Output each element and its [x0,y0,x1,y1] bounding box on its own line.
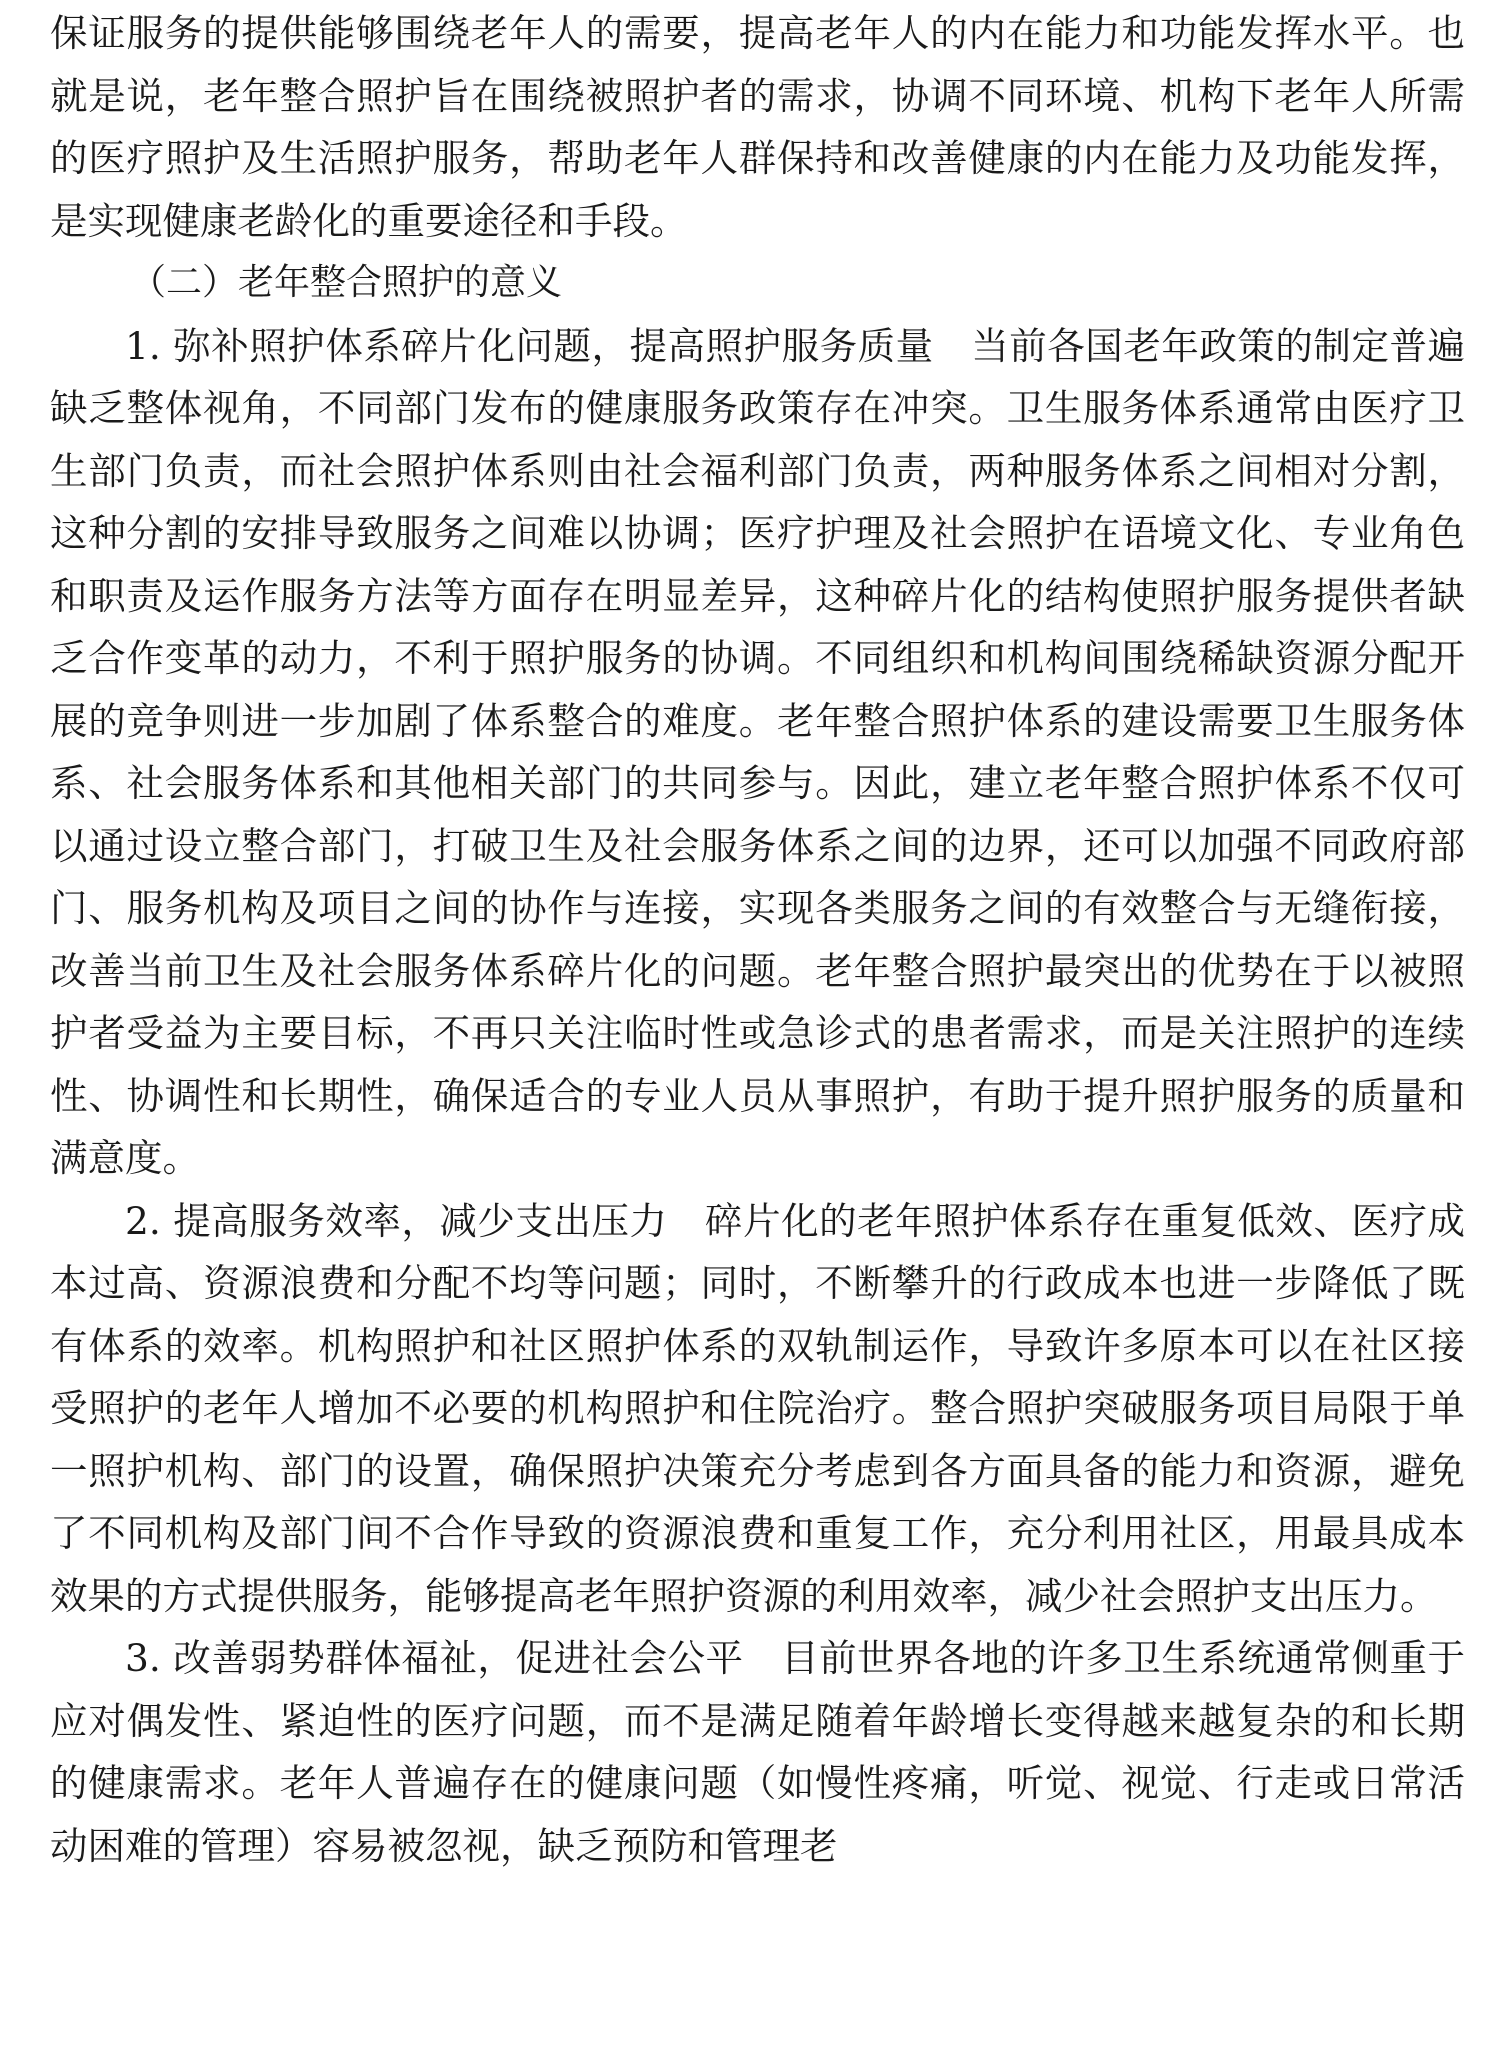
document-page [50,2,1465,1877]
paragraph-intro: 保证服务的提供能够围绕老年人的需要，提高老年人的内在能力和功能发挥水平。也就是说，老年整合照护旨在围绕被照护者的需求，协调不同环境、机构下老年人所需的医疗照护及生活照护服务，帮助老年人群保持和改善健康的内在能力及功能发挥，是实现健康老龄化的重要途径和手段。 [50,11,1465,243]
item-2-body: 碎片化的老年照护体系存在重复低效、医疗成本过高、资源浪费和分配不均等问题；同时，不断攀升的行政成本也进一步降低了既有体系的效率。机构照护和社区照护体系的双轨制运作，导致许多原本可以在社区接受照护的老年人增加不必要的机构照护和住院治疗。整合照护突破服务项目局限于单一照护机构、部门的设置，确保照护决策充分考虑到各方面具备的能力和资源，避免了不同机构及部门间不合作导致的资源浪费和重复工作，充分利用社区，用最具成本效果的方式提供服务，能够提高老年照护资源的利用效率，减少社会照护支出压力。 [50,1198,1466,1618]
item-2-lead: 2. 提高服务效率，减少支出压力 [125,1198,668,1243]
section-heading: （二）老年整合照护的意义 [130,262,563,303]
item-1-body: 当前各国老年政策的制定普遍缺乏整体视角，不同部门发布的健康服务政策存在冲突。卫生服务体系通常由医疗卫生部门负责，而社会照护体系则由社会福利部门负责，两种服务体系之间相对分割，这种分割的安排导致服务之间难以协调；医疗护理及社会照护在语境文化、专业角色和职责及运作服务方法等方面存在明显差异，这种碎片化的结构使照护服务提供者缺乏合作变革的动力，不利于照护服务的协调。不同组织和机构间围绕稀缺资源分配开展的竞争则进一步加剧了体系整合的难度。老年整合照护体系的建设需要卫生服务体系、社会服务体系和其他相关部门的共同参与。因此，建立老年整合照护体系不仅可以通过设立整合部门，打破卫生及社会服务体系之间的边界，还可以加强不同政府部门、服务机构及项目之间的协作与连接，实现各类服务之间的有效整合与无缝衔接，改善当前卫生及社会服务体系碎片化的问题。老年整合照护最突出的优势在于以被照护者受益为主要目标，不再只关注临时性或急诊式的患者需求，而是关注照护的连续性、协调性和长期性，确保适合的专业人员从事照护，有助于提升照护服务的质量和满意度。 [50,323,1466,1180]
paragraph-item-3 [50,1627,1465,1877]
paragraph-item-2 [50,1190,1465,1628]
item-1-lead: 1. 弥补照护体系碎片化问题，提高照护服务质量 [125,323,934,368]
item-3-body: 目前世界各地的许多卫生系统通常侧重于应对偶发性、紧迫性的医疗问题，而不是满足随着年龄增长变得越来越复杂的和长期的健康需求。老年人普遍存在的健康问题（如慢性疼痛，听觉、视觉、行走或日常活动困难的管理）容易被忽视，缺乏预防和管理老 [50,1636,1466,1868]
item-3-lead: 3. 改善弱势群体福祉，促进社会公平 [125,1636,744,1680]
paragraph-item-1 [50,315,1465,1190]
